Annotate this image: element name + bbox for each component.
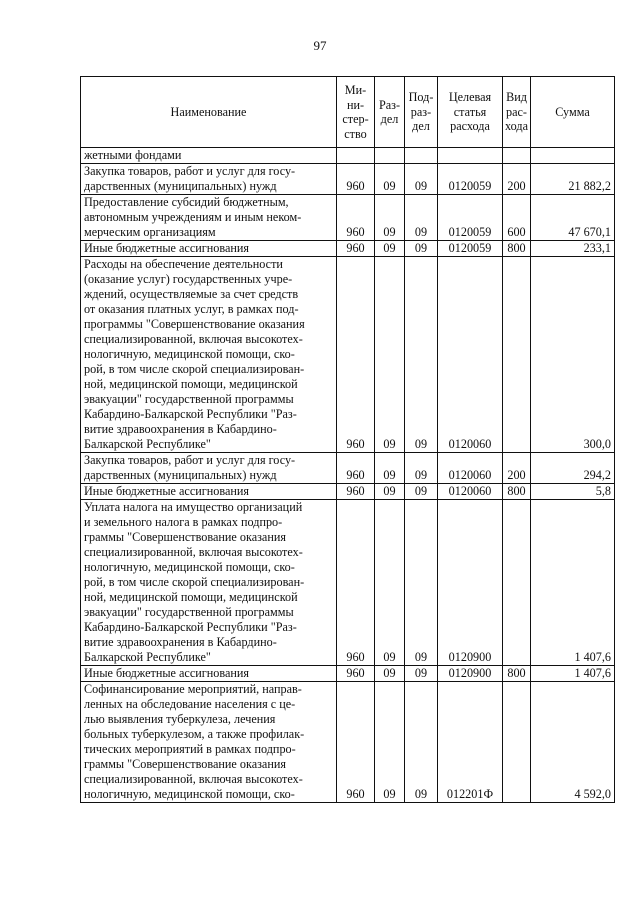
cell-subsection: 09 (405, 257, 438, 453)
cell-section: 09 (375, 257, 405, 453)
cell-sum (531, 148, 615, 164)
cell-sum: 4 592,0 (531, 682, 615, 803)
header-subsection: Под- раз- дел (405, 77, 438, 148)
budget-table (80, 76, 615, 803)
cell-expense-type: 200 (503, 453, 531, 484)
cell-subsection: 09 (405, 682, 438, 803)
cell-subsection: 09 (405, 666, 438, 682)
cell-ministry (337, 148, 375, 164)
cell-sum: 294,2 (531, 453, 615, 484)
cell-section: 09 (375, 453, 405, 484)
cell-name: Софинансирование мероприятий, направ- ленных на обследование населения с це- лью выявления туберкулеза, лечения больных туберкулезом, а также профилак- тических мероприятий в рамках подпро- граммы "Совершенствование оказания специализированной, включая высокотех- нологичную, медицинской помощи, ско- (81, 682, 337, 803)
cell-sum: 47 670,1 (531, 195, 615, 241)
header-name: Наименование (81, 77, 337, 148)
cell-name: Закупка товаров, работ и услуг для госу- дарственных (муниципальных) нужд (81, 453, 337, 484)
cell-target-article: 0120059 (438, 164, 503, 195)
cell-sum: 233,1 (531, 241, 615, 257)
table-row (81, 682, 615, 803)
table-row (81, 164, 615, 195)
cell-target-article: 0120900 (438, 666, 503, 682)
cell-expense-type: 800 (503, 666, 531, 682)
cell-subsection: 09 (405, 500, 438, 666)
cell-ministry: 960 (337, 682, 375, 803)
cell-ministry: 960 (337, 164, 375, 195)
cell-expense-type (503, 148, 531, 164)
header-target-article: Целевая статья расхода (438, 77, 503, 148)
cell-expense-type: 600 (503, 195, 531, 241)
cell-subsection (405, 148, 438, 164)
cell-name: Иные бюджетные ассигнования (81, 484, 337, 500)
table-body (81, 148, 615, 803)
cell-ministry: 960 (337, 484, 375, 500)
cell-section: 09 (375, 164, 405, 195)
cell-target-article: 0120059 (438, 241, 503, 257)
cell-expense-type: 800 (503, 241, 531, 257)
header-expense-type: Вид рас- хода (503, 77, 531, 148)
table-row (81, 453, 615, 484)
header-row (81, 77, 615, 148)
cell-ministry: 960 (337, 241, 375, 257)
table-row (81, 257, 615, 453)
cell-name: Иные бюджетные ассигнования (81, 666, 337, 682)
page-number: 97 (313, 38, 327, 53)
cell-sum: 1 407,6 (531, 666, 615, 682)
cell-name: Закупка товаров, работ и услуг для госу- дарственных (муниципальных) нужд (81, 164, 337, 195)
cell-target-article: 0120900 (438, 500, 503, 666)
cell-ministry: 960 (337, 500, 375, 666)
header-section: Раз- дел (375, 77, 405, 148)
header-sum: Сумма (531, 77, 615, 148)
cell-name: Уплата налога на имущество организаций и земельного налога в рамках подпро- граммы "Совершенствование оказания специализированной, включая высокотех- нологичную, медицинской помощи, ско- рой, в том числе скорой специализирован- ной, медицинской помощи, медицинской эвакуации" государственной программы Кабардино-Балкарской Республики "Раз- витие здравоохранения в Кабардино- Балкарской Республике" (81, 500, 337, 666)
cell-target-article: 0120060 (438, 484, 503, 500)
cell-name: Предоставление субсидий бюджетным, автономным учреждениям и иным неком- мерческим организациям (81, 195, 337, 241)
cell-subsection: 09 (405, 164, 438, 195)
cell-expense-type: 800 (503, 484, 531, 500)
cell-target-article (438, 148, 503, 164)
cell-ministry: 960 (337, 195, 375, 241)
cell-expense-type: 200 (503, 164, 531, 195)
cell-ministry: 960 (337, 257, 375, 453)
table-row (81, 148, 615, 164)
cell-subsection: 09 (405, 195, 438, 241)
cell-subsection: 09 (405, 241, 438, 257)
cell-name: Расходы на обеспечение деятельности (оказание услуг) государственных учре- ждений, осуществляемые за счет средств от оказания платных услуг, в рамках под- программы "Совершенствование оказания специализированной, включая высокотех- нологичную, медицинской помощи, ско- рой, в том числе скорой специализирован- ной, медицинской помощи, медицинской эвакуации" государственной программы Кабардино-Балкарской Республики "Раз- витие здравоохранения в Кабардино- Балкарской Республике" (81, 257, 337, 453)
cell-target-article: 0120059 (438, 195, 503, 241)
table-row (81, 500, 615, 666)
cell-target-article: 0120060 (438, 257, 503, 453)
cell-section: 09 (375, 682, 405, 803)
cell-expense-type (503, 257, 531, 453)
cell-name: жетными фондами (81, 148, 337, 164)
cell-sum: 21 882,2 (531, 164, 615, 195)
cell-section: 09 (375, 241, 405, 257)
cell-target-article: 012201Ф (438, 682, 503, 803)
header-ministry: Ми- ни- стер- ство (337, 77, 375, 148)
cell-expense-type (503, 682, 531, 803)
cell-subsection: 09 (405, 453, 438, 484)
cell-section: 09 (375, 195, 405, 241)
table-row (81, 195, 615, 241)
cell-ministry: 960 (337, 453, 375, 484)
cell-subsection: 09 (405, 484, 438, 500)
cell-section: 09 (375, 484, 405, 500)
cell-name: Иные бюджетные ассигнования (81, 241, 337, 257)
cell-ministry: 960 (337, 666, 375, 682)
table-row (81, 241, 615, 257)
table-row (81, 484, 615, 500)
cell-section: 09 (375, 500, 405, 666)
cell-sum: 1 407,6 (531, 500, 615, 666)
cell-sum: 5,8 (531, 484, 615, 500)
cell-section: 09 (375, 666, 405, 682)
table-row (81, 666, 615, 682)
cell-target-article: 0120060 (438, 453, 503, 484)
cell-sum: 300,0 (531, 257, 615, 453)
cell-expense-type (503, 500, 531, 666)
cell-section (375, 148, 405, 164)
